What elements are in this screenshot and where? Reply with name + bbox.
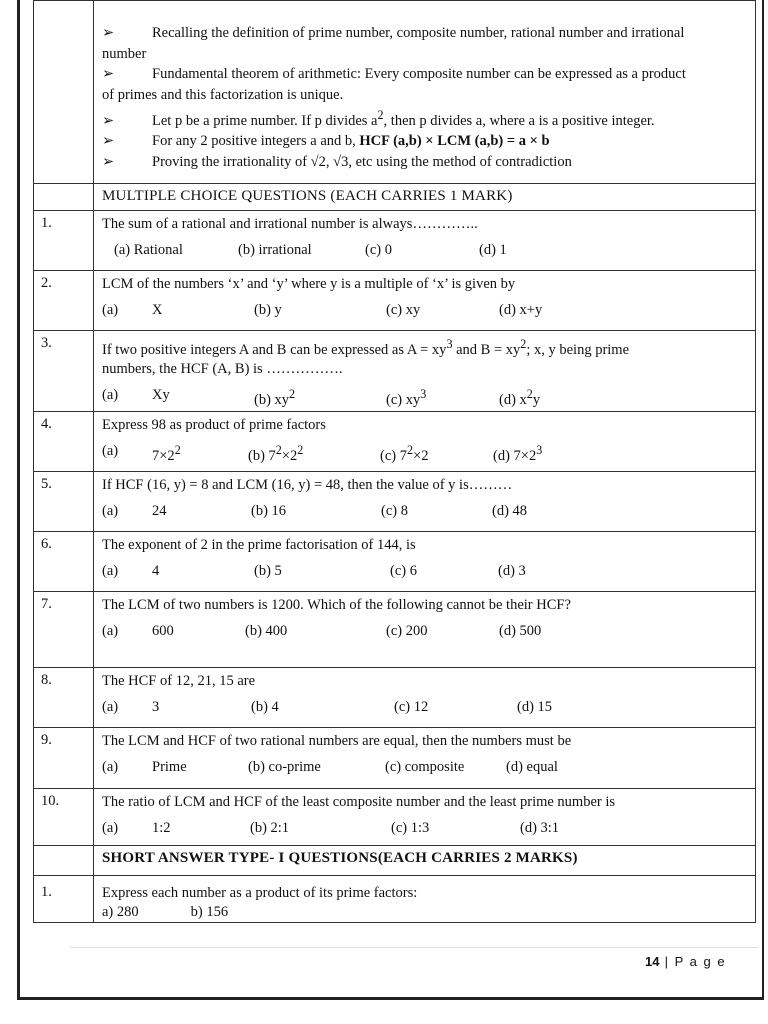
question-number: 9.: [34, 727, 94, 788]
option-a-value: $7\times 2^2$: [152, 442, 181, 464]
question-cell: [94, 411, 756, 471]
sa-heading: SHORT ANSWER TYPE- I QUESTIONS(EACH CARRIES 2 MARKS): [94, 845, 756, 875]
option-d: (d) 48: [492, 502, 528, 519]
options: [102, 298, 747, 326]
option-c: (c) 0: [365, 242, 392, 258]
option-b: (b) 400: [245, 622, 288, 639]
options: [102, 439, 747, 467]
option-b: (b) $xy^2$: [254, 386, 296, 408]
question-text: The sum of a rational and irrational number is always…………..: [102, 216, 478, 232]
option-a-label: (a): [102, 758, 119, 775]
footer-divider: [70, 947, 758, 948]
option-d: (d) $7\times 2^3$: [493, 442, 543, 464]
options: [102, 238, 747, 266]
option-a-value: Prime: [152, 758, 187, 775]
option-c: (c) composite: [385, 758, 465, 775]
question-cell: [94, 271, 756, 331]
question-number: 8.: [34, 667, 94, 727]
question-cell: [94, 591, 756, 667]
options: [102, 559, 747, 587]
question-row: [34, 788, 756, 845]
option-a-value: X: [152, 302, 163, 318]
intro-row: [34, 1, 756, 184]
option-c: (c) 12: [394, 698, 429, 715]
options: [102, 383, 747, 411]
footer-separator: |: [664, 954, 670, 969]
question-number: 6.: [34, 531, 94, 591]
question-row: [34, 211, 756, 271]
options: [102, 695, 747, 723]
sa-heading-row: [34, 845, 756, 875]
page-border-right: [762, 0, 764, 1000]
options: [102, 619, 747, 647]
question-cell: [94, 788, 756, 845]
option-b: (b) irrational: [238, 242, 312, 258]
option-b: (b) y: [254, 302, 282, 318]
bullet-arrow-icon: ➢: [102, 112, 115, 129]
question-text: The HCF of 12, 21, 15 are: [102, 672, 256, 689]
question-text: Express 98 as product of prime factors: [102, 416, 326, 433]
option-a-value: 600: [152, 622, 174, 639]
option-a-label: (a): [102, 302, 119, 318]
question-row: [34, 271, 756, 331]
question-text: If two positive integers A and B can be expressed as $A = xy^3$ and $B = xy^2$; x, y being prime: [102, 337, 630, 358]
bullet-arrow-icon: ➢: [102, 153, 115, 170]
bullet-continuation: of primes and this factorization is unique.: [102, 86, 344, 103]
page-border-left: [17, 0, 20, 1000]
option-a-label: (a): [102, 562, 119, 579]
option-a-value: Xy: [152, 386, 170, 403]
intro-bullets: [94, 1, 756, 184]
sub-parts: a) 280 b) 156: [102, 903, 229, 920]
option-b: (b) $7^2\times 2^2$: [248, 442, 304, 464]
option-d: (d) $x^2y$: [499, 386, 541, 408]
option-a-value: 24: [152, 502, 167, 519]
bullet-item: ➢ Recalling the definition of prime number, composite number, rational number and irrational: [102, 23, 747, 44]
option-b: (b) co-prime: [248, 758, 321, 775]
question-text: Express each number as a product of its prime factors:: [102, 884, 418, 901]
option-c: (c) 8: [381, 502, 408, 519]
option-a-value: 1:2: [152, 819, 171, 836]
question-text-line2: numbers, the HCF (A, B) is …………….: [102, 360, 343, 377]
option-d: (d) 3: [498, 562, 526, 579]
option-d: (d) 1: [479, 242, 507, 258]
bullet-item: ➢ Let p be a prime number. If p divides $a^2$, then p divides a, where a is a positive integer.: [102, 105, 747, 131]
option-d: (d) 15: [517, 698, 553, 715]
question-cell: [94, 727, 756, 788]
options: [102, 755, 747, 783]
option-c: (c) $7^2\times 2$: [380, 442, 429, 464]
option-a-label: (a): [102, 442, 119, 459]
option-a-value: 3: [152, 698, 160, 715]
option-c: (c) 1:3: [391, 819, 430, 836]
mcq-heading-row: [34, 184, 756, 211]
option-d: (d) equal: [506, 758, 558, 775]
bullet-item: ➢ For any 2 positive integers a and b, HCF (a,b) × LCM (a,b) = a × b: [102, 131, 747, 152]
bullet-arrow-icon: ➢: [102, 25, 115, 41]
question-text: The LCM and HCF of two rational numbers are equal, then the numbers must be: [102, 732, 572, 749]
option-d: (d) 3:1: [520, 819, 560, 836]
option-c: (c) 6: [390, 562, 417, 579]
bullet-item: ➢ Fundamental theorem of arithmetic: Every composite number can be expressed as a product: [102, 64, 747, 85]
option-c: (c) xy: [386, 302, 421, 318]
question-text: The LCM of two numbers is 1200. Which of the following cannot be their HCF?: [102, 596, 571, 613]
bullet-arrow-icon: ➢: [102, 66, 115, 82]
question-number: 10.: [34, 788, 94, 845]
option-b: (b) 16: [251, 502, 287, 519]
question-text: The ratio of LCM and HCF of the least composite number and the least prime number is: [102, 793, 616, 810]
question-number: 4.: [34, 411, 94, 471]
question-row: [34, 591, 756, 667]
question-number: 3.: [34, 331, 94, 412]
bullet-item: ➢ Proving the irrationality of √2, √3, etc using the method of contradiction: [102, 152, 747, 173]
option-a-label: (a): [102, 502, 119, 519]
page-label: P a g e: [674, 954, 727, 969]
question-number: 1.: [34, 875, 94, 922]
option-a-label: (a): [102, 819, 119, 836]
question-cell: [94, 331, 756, 412]
question-cell: [94, 875, 756, 922]
question-row: [34, 531, 756, 591]
option-b: (b) 2:1: [250, 819, 290, 836]
question-number: 5.: [34, 471, 94, 531]
question-row: [34, 411, 756, 471]
question-number: 7.: [34, 591, 94, 667]
option-a-value: 4: [152, 562, 160, 579]
option-a: (a) Rational: [114, 242, 183, 258]
question-cell: [94, 211, 756, 271]
options: [102, 499, 747, 527]
question-row: [34, 331, 756, 412]
page-number: 14: [645, 954, 660, 969]
question-cell: [94, 531, 756, 591]
question-row: [34, 471, 756, 531]
question-number: 1.: [34, 211, 94, 271]
question-row: [34, 727, 756, 788]
bullet-continuation: number: [102, 45, 147, 62]
sa-question-row: [34, 875, 756, 922]
intro-number-cell: [34, 1, 94, 184]
option-c: (c) 200: [386, 622, 428, 639]
question-number: 2.: [34, 271, 94, 331]
page-footer: [645, 954, 726, 969]
worksheet-table: [33, 0, 756, 923]
question-text: LCM of the numbers ‘x’ and ‘y’ where y is a multiple of ‘x’ is given by: [102, 276, 516, 292]
mcq-heading: MULTIPLE CHOICE QUESTIONS (EACH CARRIES 1 MARK): [94, 184, 756, 211]
page-border-bottom: [17, 997, 764, 1000]
option-b: (b) 4: [251, 698, 279, 715]
question-row: [34, 667, 756, 727]
bullet-arrow-icon: ➢: [102, 133, 115, 150]
question-cell: [94, 471, 756, 531]
option-d: (d) 500: [499, 622, 542, 639]
option-a-label: (a): [102, 622, 119, 639]
option-d: (d) x+y: [499, 302, 543, 318]
option-b: (b) 5: [254, 562, 282, 579]
question-cell: [94, 667, 756, 727]
option-c: (c) $xy^3$: [386, 386, 427, 408]
question-text: The exponent of 2 in the prime factorisation of 144, is: [102, 536, 416, 553]
options: [102, 816, 747, 844]
question-text: If HCF (16, y) = 8 and LCM (16, y) = 48, then the value of y is………: [102, 476, 513, 493]
option-a-label: (a): [102, 698, 119, 715]
option-a-label: (a): [102, 386, 119, 403]
